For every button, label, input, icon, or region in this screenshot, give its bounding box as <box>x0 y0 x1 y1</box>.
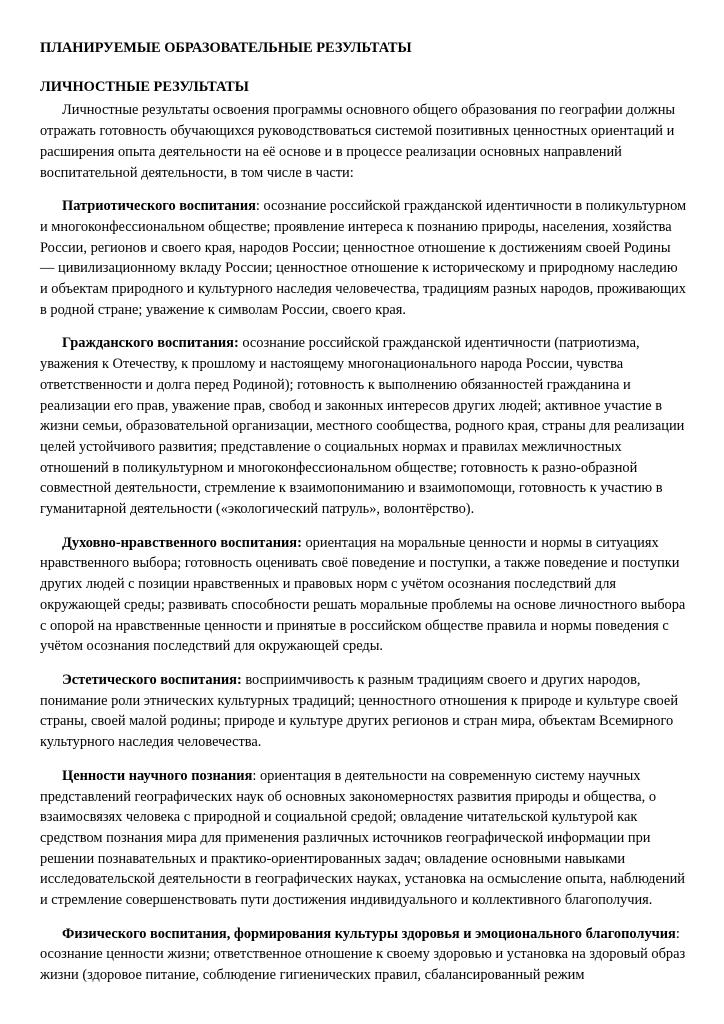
paragraph-moral-education <box>40 533 688 657</box>
paragraph-lead: Духовно-нравственного воспитания: <box>62 534 302 551</box>
paragraph-text: : ориентация в деятельности на современную систему научных представлений географических наук об основных закономерностях развития природы и общества, о взаимосвязях человека с природной и социальной средой; овладение читательской культурой как средством познания мира для применения различных источников географической информации при решении познавательных и практико-ориентированных задач; овладение основными навыками исследовательской деятельности в географических науках, установка на осмысление опыта, наблюдений и стремление совершенствовать пути достижения индивидуального и коллективного благополучия. <box>40 767 685 909</box>
paragraph-lead: Эстетического воспитания: <box>62 671 242 688</box>
paragraph-text: осознание российской гражданской идентичности (патриотизма, уважения к Отечеству, к прошлому и настоящему многонационального народа России, чувства ответственности и долга перед Родиной); готовность к выполнению обязанностей гражданина и реализации его прав, уважение прав, свобод и законных интересов других людей; активное участие в жизни семьи, образовательной организации, местного сообщества, родного края, страны для реализации целей устойчивого развития; представление о социальных нормах и правилах межличностных отношений в поликультурном и многоконфессиональном обществе; готовность к разно-образной совместной деятельности, стремление к взаимопониманию и взаимопомощи, готовность к участию в гуманитарной деятельности («экологический патруль», волонтёрство). <box>40 335 685 518</box>
paragraph-lead: Гражданского воспитания: <box>62 335 239 352</box>
paragraph-aesthetic-education <box>40 670 688 753</box>
paragraph-lead: Физического воспитания, формирования культуры здоровья и эмоционального благополучия <box>62 925 676 942</box>
paragraph-text: : осознание ценности жизни; ответственное отношение к своему здоровью и установка на здоровый образ жизни (здоровое питание, соблюдение гигиенических правил, сбалансированный режим <box>40 925 686 984</box>
paragraph-patriotic-education <box>40 196 688 320</box>
paragraph-lead: Патриотического воспитания <box>62 198 256 215</box>
intro-paragraph: Личностные результаты освоения программы основного общего образования по географии должны отражать готовность обучающихся руководствоваться системой позитивных ценностных ориентаций и расширения опыта деятельности на её основе и в процессе реализации основных направлений воспитательной деятельности, в том числе в части: <box>40 102 676 181</box>
document-title: ПЛАНИРУЕМЫЕ ОБРАЗОВАТЕЛЬНЫЕ РЕЗУЛЬТАТЫ <box>40 40 412 56</box>
section-heading-personal-results: ЛИЧНОСТНЫЕ РЕЗУЛЬТАТЫ <box>40 78 249 95</box>
paragraph-text: ориентация на моральные ценности и нормы в ситуациях нравственного выбора; готовность оценивать своё поведение и поступки, а также поведение и поступки других людей с позиции нравственных и правовых норм с учётом осознания последствий для окружающей среды; развивать способности решать моральные проблемы на основе личностного выбора с опорой на нравственные ценности и принятые в российском обществе правила и нормы поведения с учётом осознания последствий для окружающей среды. <box>40 534 686 655</box>
paragraph-civic-education <box>40 333 688 519</box>
paragraph-text: : осознание российской гражданской идентичности в поликультурном и многоконфессиональном обществе; проявление интереса к познанию природы, населения, хозяйства России, регионов и своего края, народов России; ценностное отношение к достижениям своей Родины — цивилизационному вкладу России; ценностное отношение к историческому и природному наследию и объектам природного и культурного наследия человечества, традициям разных народов, проживающих в родной стране; уважение к символам России, своего края. <box>40 198 687 318</box>
paragraph-lead: Ценности научного познания <box>62 767 253 784</box>
document-page <box>40 32 688 986</box>
paragraph-physical-education <box>40 924 688 986</box>
paragraph-text: восприимчивость к разным традициям своего и других народов, понимание роли этнических культурных традиций; ценностного отношения к природе и культуре своей страны, своей малой родины; природе и культуре других регионов и стран мира, объектам Всемирного культурного наследия человечества. <box>40 671 679 751</box>
paragraph-scientific-knowledge <box>40 766 688 911</box>
